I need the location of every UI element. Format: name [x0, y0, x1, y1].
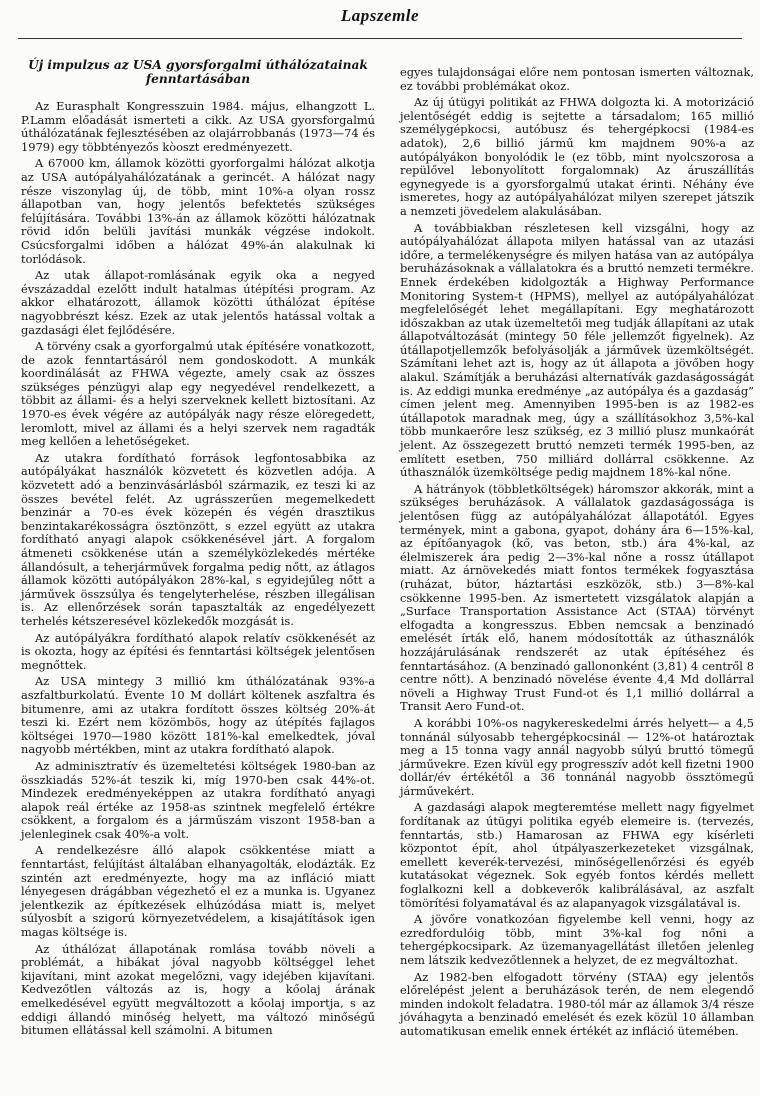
- right-column: [400, 66, 754, 1042]
- paragraph: Az adminisztratív és üzemeltetési költségek 1980-ban az összkiadás 52%-át teszik ki, míg 1970-ben csak 44%-ot. Mindezek eredményeképpen az utakra fordítható anyagi alapok reál értéke az 1958-as szintnek megfelelő értékre csökkent, a forgalom és a járműszám viszont 1958-ban a jelenleginek csak 40%-a volt.: [21, 758, 375, 841]
- paragraph: Az utakra fordítható források legfontosabbika az autópályákat használók közvetett és közvetlen adója. A közvetett adó a benzinvásárlásból származik, ez teszi ki az összes bevétel felét. Az ugrásszerűen megemelkedett benzinár a 70-es évek közepén és végén drasztikus benzintakarékosságra ösztönzött, s ezzel együtt az utakra fordítható anyagi alapok csökkenésével járt. A forgalom átmeneti csökkenése után a személyközlekedés mértéke állandósult, a teherjárművek forgalma pedig nőtt, az átlagos államok közötti autópályákon 28%-kal, s egyidejűleg nőtt a járművek összsúlya és tengelyterhelése, részben illegálisan is. Az ellenőrzések során tapasztalták az engedélyezett terhelés kétszeresével közlekedők mozgását is.: [21, 450, 375, 628]
- paragraph: A gazdasági alapok megteremtése mellett nagy figyelmet fordítanak az útügyi politika egyéb elemeire is. (tervezés, fenntartás, stb.) Hamarosan az FHWA egy kísérleti központot épít, ahol útpályaszerkezeteket vizsgálnak, emellett keverék-tervezési, minőségellenőrzési és egyéb kutatásokat végeznek. Sok egyéb fontos kérdés mellett foglalkozni kell a dobkeverők kalibrálásával, az aszfalt tömörítési folyamatával és az alapanyagok vizsgálatával is.: [400, 800, 754, 910]
- paragraph: A törvény csak a gyorforgalmú utak építésére vonatkozott, de azok fenntartásáról nem gondoskodott. A munkák koordinálását az FHWA végezte, amely csak az összes szükséges pénzügyi alap egy negyedével rendelkezett, a többit az állami- és a helyi szerveknek kellett biztosítani. Az 1970-es évek végére az autópályák nagy része elöregedett, leromlott, mivel az állami és a helyi szervek nem ragadták meg kellően a lehetőségeket.: [21, 339, 375, 449]
- paragraph: A korábbi 10%-os nagykereskedelmi árrés helyett— a 4,5 tonnánál súlyosabb tehergépkocsinál — 12%-ot határoztak meg a 15 tonna vagy annál nagyobb súlyú bruttó tömegű járművekre. Ezen kívül egy progresszív adót kell fizetni 1900 dollár/év értékétől a 36 tonnánál nagyobb össztömegű járművekért.: [400, 715, 754, 798]
- paragraph: A 67000 km, államok közötti gyorforgalmi hálózat alkotja az USA autópályahálózatának a gerincét. A hálózat nagy része viszonylag új, de több, mint 10%-a olyan rossz állapotban van, hogy jelentős befektetés szükséges felújítására. További 13%-án az államok közötti hálózatnak rövid időn belüli javítási munkák végzése indokolt. Csúcsforgalmi időben a hálózat 49%-án alakulnak ki torlódások.: [21, 156, 375, 266]
- paragraph: Az autópályákra fordítható alapok relatív csökkenését az is okozta, hogy az építési és fenntartási költségek jelentősen megnőttek.: [21, 630, 375, 672]
- paragraph: Az 1982-ben elfogadott törvény (STAA) egy jelentős előrelépést jelent a beruházások terén, de nem elegendő minden indokolt feladatra. 1980-tól már az államok 3/4 része jóváhagyta a benzinadó emelését és ezek közül 10 államban automatikusan emelik ennek értékét az infláció ütemében.: [400, 969, 754, 1038]
- article-title-line-2: fenntartásában: [145, 72, 251, 86]
- paragraph: A hátrányok (többletköltségek) háromszor akkorák, mint a szükséges beruházások. A vállalatok gazdaságossága is jelentősen függ az autópályahálózat állapotától. Egyes termények, mint a gabona, gyapot, dohány ára 6—15%-kal, az építőanyagok (kő, vas beton, stb.) ára 4%-kal, az élelmiszerek ára pedig 2—3%-kal nőne a rossz útállapot miatt. Az árnövekedés miatt fontos termékek fogyasztása (ruházat, bútor, háztartási eszközök, stb.) 3—8%-kal csökkenne 1995-ben. Az ismertetett vizsgálatok alapján a „Surface Transportation Assistance Act (STAA) törvényt elfogadta a kongresszus. Ebben nemcsak a benzinadó emelését írták elő, hanem módosították az úthasználók hozzájárulásának rendszerét az utak építéséhez és fenntartásához. (A benzinadó gallononként (3,81) 4 centről 8 centre nőtt). A benzinadó növelése évente 4,4 Md dollárral növeli a Highway Trust Fund-ot és 1,1 millió dollárral a Transit Aero Fund-ot.: [400, 481, 754, 714]
- paragraph: A továbbiakban részletesen kell vizsgálni, hogy az autópályahálózat állapota milyen hatással van az utazási időre, a termelékenységre és milyen hatása van az autópálya beruházásoknak a vállalatokra és a bruttó nemzeti termékre. Ennek érdekében kidolgozták a Highway Performance Monitoring System-t (HPMS), mellyel az autópályahálózat megfelelőségét lehet megállapítani. Egy meghatározott időszakban az utak üzemeltetői meg tudják állapítani az utak állapotváltozását (mintegy 50 féle jellemzőt figyelnek). Az útállapotjellemzők befolyásolják a járművek üzemköltségét. Számítani lehet azt is, hogy az út állapota a jövőben hogy alakul. Számítják a beruházási alternatívák gazdaságosságát is. Az eddigi munka eredménye „az autópálya és a gazdaság” címen jelent meg. Amennyiben 1995-ben is az 1982-es útállapotok maradnak meg, úgy a szállításokhoz 3,5%-kal több munkaerőre lesz szükség, ez 3 millió plusz munkaórát jelent. Az összegezett bruttó nemzeti termék 1995-ben, az említett esetben, 750 milliárd dollárral csökkenne. Az úthasználók üzemköltsége pedig majdnem 18%-kal nőne.: [400, 220, 754, 480]
- left-column: [21, 58, 375, 1041]
- paragraph: Az úthálózat állapotának romlása tovább növeli a problémát, a hibákat jóval nagyobb költséggel lehet kijavítani, mint azokat megelőzni, vagy idejében kijavítani. Kedvezőtlen változás az is, hogy a kőolaj árának emelkedésével együtt megváltozott a kőolaj importja, s az eddigi állandó minőség helyett, ma változó minőségű bitumen ellátással kell számolni. A bitumen: [21, 941, 375, 1038]
- header-rule: [18, 38, 742, 39]
- paragraph: Az Eurasphalt Kongresszuin 1984. május, elhangzott L. P.Lamm előadását ismerteti a cikk. Az USA gyorsforgalmú úthálózatának fejlesztésében az olajárrobbanás (1973—74 és 1979) egy többtényezős kòoszt eredményezett.: [21, 99, 375, 154]
- paragraph: Az új útügyi politikát az FHWA dolgozta ki. A motorizáció jelentőségét eddig is sejtette a társadalom; 165 millió személygépkocsi, autóbusz és tehergépkocsi (1984-es adatok), 2,6 billió jármű km majdnem 90%-a az autópályákon bonyolódik le (ez több, mint nyolcszorosa a repülővel lebonyolított forgalomnak) Az áruszállítás egynegyede is a gyorsforgalmú utakat érinti. Néhány éve ismeretes, hogy az autópályahálózat milyen szerepet játszik a nemzeti jövedelem alakulásában.: [400, 95, 754, 218]
- paragraph: A jövőre vonatkozóan figyelembe kell venni, hogy az ezredfordulóig több, mint 3%-kal fog nőni a tehergépkocsipark. Az üzemanyagellátást illetően jelenleg nem látszik kedvezőtlennek a helyzet, de ez megváltozhat.: [400, 912, 754, 967]
- article-title: [25, 58, 371, 86]
- paragraph: Az USA mintegy 3 millió km úthálózatának 93%-a aszfaltburkolatú. Évente 10 M dollárt költenek aszfaltra és bitumenre, ami az utakra fordított összes költség 20%-át teszi ki. Ezért nem közömbös, hogy az útépítés fajlagos költségei 1970—1980 között 181%-kal emelkedtek, jóval nagyobb mértékben, mint az utakra fordítható alapok.: [21, 674, 375, 757]
- paragraph: Az utak állapot-romlásának egyik oka a negyed évszázaddal ezelőtt indult hatalmas útépítési program. Az akkor elhatározott, államok közötti úthálózat építése nagyobbrészt kész. Ezek az utak jelentős hatással voltak a gazdasági élet fejlődésére.: [21, 268, 375, 337]
- paragraph: A rendelkezésre álló alapok csökkentése miatt a fenntartást, felújítást általában elhanyagolták, elodázták. Ez szintén azt eredményezte, hogy ma az infláció miatt lényegesen drágábban végezhető el ez a munka is. Ugyanez jelentkezik az építkezések elhúzódása miatt is, melyet súlyosbít a szigorú környezetvédelem, a kisajátítások igen magas költsége is.: [21, 843, 375, 940]
- section-title: Lapszemle: [340, 6, 420, 25]
- paragraph-continued: egyes tulajdonságai előre nem pontosan ismerten változnak, ez további problémákat okoz.: [400, 65, 754, 93]
- article-title-line-1: Új impulzus az USA gyorsforgalmi úthálózatainak: [28, 58, 368, 72]
